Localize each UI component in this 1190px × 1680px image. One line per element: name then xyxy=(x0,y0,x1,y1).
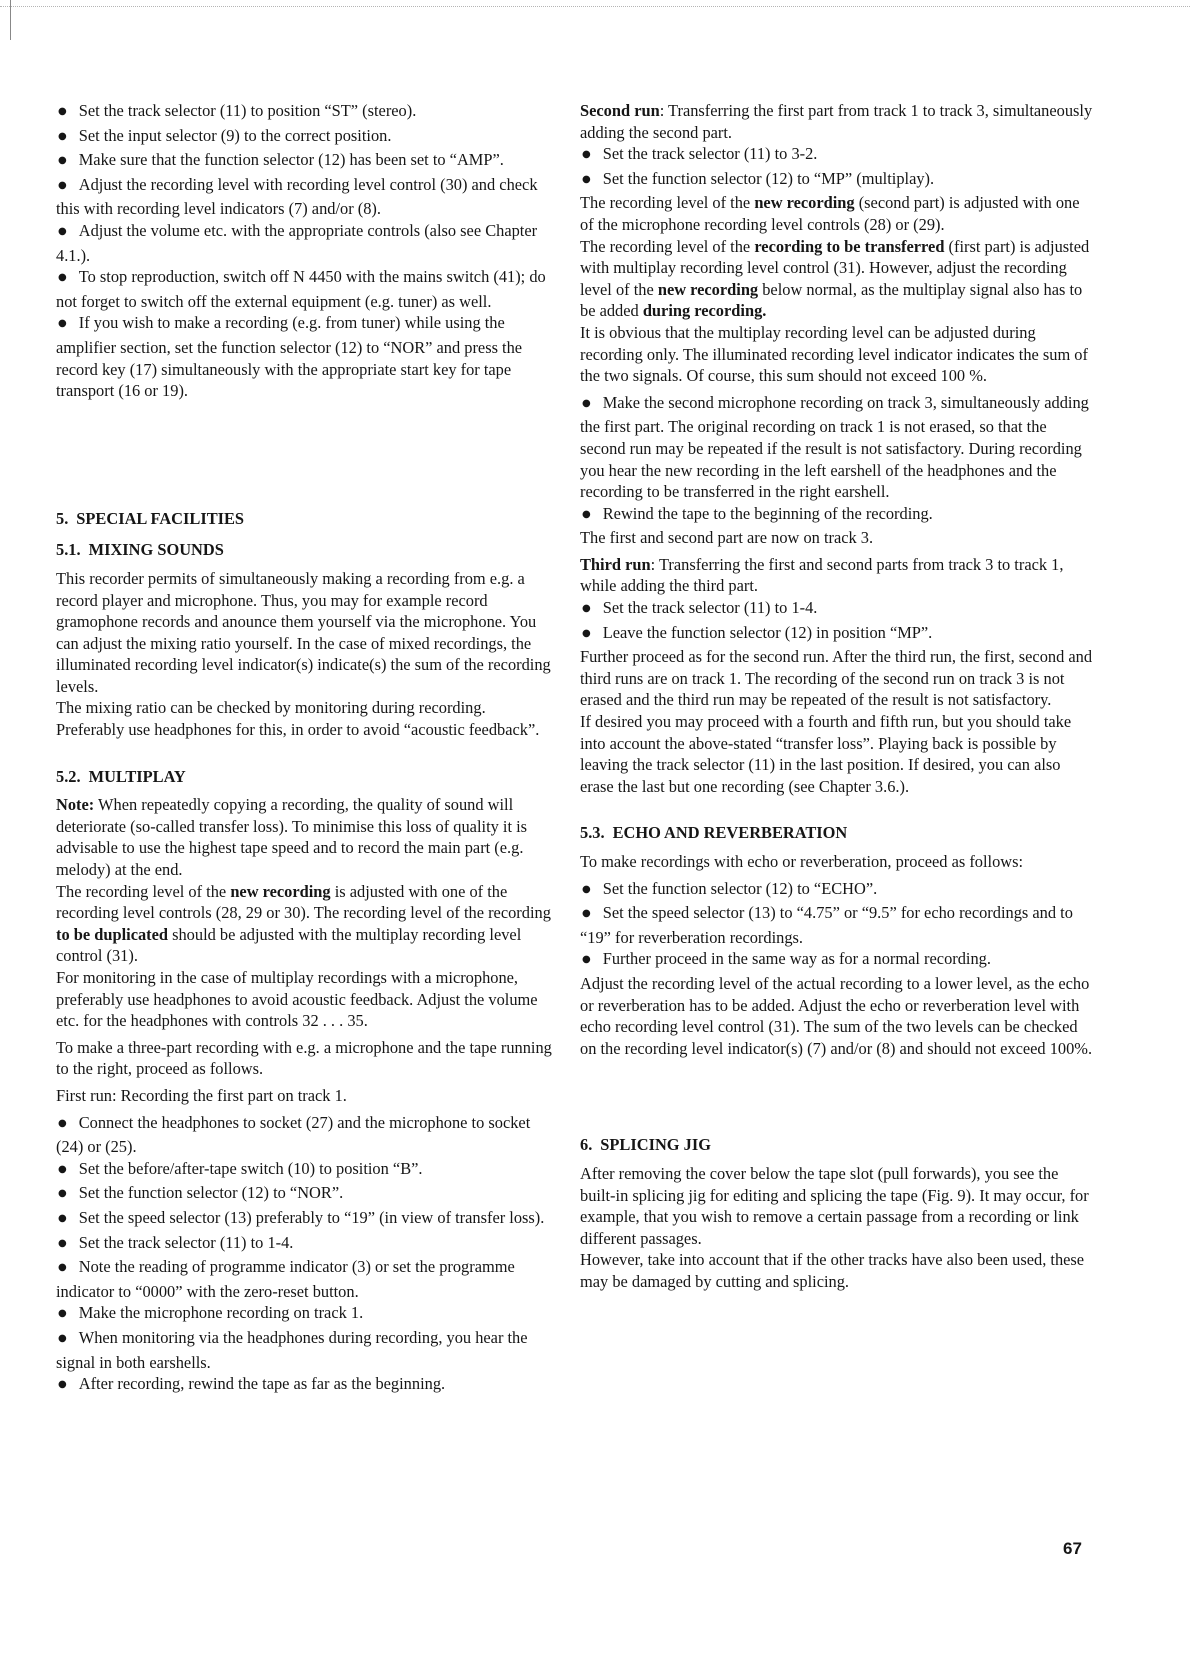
list-item: ● To stop reproduction, switch off N 4450 with the mains switch (41); do not forget to switch off the external equipment (e.g. tuner) as well. xyxy=(56,266,558,312)
list-item: ● Set the track selector (11) to 1-4. xyxy=(56,1232,558,1257)
list-item: ● Set the track selector (11) to 1-4. xyxy=(580,597,1096,622)
list-item: ● Set the track selector (11) to position “ST” (stereo). xyxy=(56,100,558,125)
first-run-bullet-list xyxy=(56,1112,558,1398)
section-heading-5-1: 5.1. MIXING SOUNDS xyxy=(56,540,224,560)
list-item: ● Leave the function selector (12) in position “MP”. xyxy=(580,622,1096,647)
echo-bullet-list xyxy=(580,878,1096,973)
list-item: ● Set the function selector (12) to “ECHO”. xyxy=(580,878,1096,903)
scan-edge-line xyxy=(0,6,1190,8)
multiplay-paragraph-4: To make a three-part recording with e.g. a microphone and the tape running to the right, proceed as follows. xyxy=(56,1037,552,1079)
intro-bullet-list xyxy=(56,100,558,402)
second-run-bullet-list-2 xyxy=(580,392,1096,528)
level-paragraph-2: The recording level of the recording to be transferred (first part) is adjusted with multiplay recording level control (31). However, adjust the recording level of the new recording below normal, as the multiplay signal also has to be added during recording. xyxy=(580,236,1090,321)
list-item: ● Adjust the volume etc. with the appropriate controls (also see Chapter 4.1.). xyxy=(56,220,558,266)
echo-paragraph-2: Adjust the recording level of the actual recording to a lower level, as the echo or reverberation has to be added. Adjust the echo or reverberation level with echo recording level control (31). The sum of the two levels can be checked on the recording level indicator(s) (7) and/or (8) and should not exceed 100%. xyxy=(580,973,1093,1058)
scan-edge-mark xyxy=(10,0,11,40)
list-item: ● Set the function selector (12) to “NOR”. xyxy=(56,1182,558,1207)
obvious-paragraph: It is obvious that the multiplay recording level can be adjusted during recording only. The illuminated recording level indicator indicates the sum of the two signals. Of course, this sum should not exceed 100 %. xyxy=(580,322,1088,386)
list-item: ● When monitoring via the headphones during recording, you hear the signal in both earshells. xyxy=(56,1327,558,1373)
left-column xyxy=(56,100,558,1398)
third-run-intro: Third run: Transferring the first and second parts from track 3 to track 1, while adding the third part. xyxy=(580,554,1064,596)
right-column xyxy=(580,100,1096,1298)
mixing-paragraph-1: This recorder permits of simultaneously making a recording from e.g. a record player and microphone. Thus, you may for example record gramophone records and anounce them yourself via the microphone. You can adjust the mixing ratio yourself. In the case of mixed recordings, the illuminated recording level indicator(s) indicate(s) the sum of the recording levels. xyxy=(56,568,551,696)
list-item: ● Connect the headphones to socket (27) and the microphone to socket (24) or (25). xyxy=(56,1112,558,1158)
multiplay-note: Note: When repeatedly copying a recording, the quality of sound will deteriorate (so-called transfer loss). To minimise this loss of quality it is advisable to use the highest tape speed and to record the main part (e.g. melody) at the end. xyxy=(56,795,528,880)
list-item: ● Further proceed in the same way as for a normal recording. xyxy=(580,948,1096,973)
list-item: ● Set the track selector (11) to 3-2. xyxy=(580,143,1096,168)
splicing-paragraph-2: However, take into account that if the other tracks have also been used, these may be damaged by cutting and splicing. xyxy=(580,1250,1085,1291)
list-item: ● Set the speed selector (13) preferably to “19” (in view of transfer loss). xyxy=(56,1207,558,1232)
mixing-paragraph-2: The mixing ratio can be checked by monitoring during recording. Preferably use headphones for this, in order to avoid “acoustic feedback”. xyxy=(56,698,540,740)
list-item: ● Rewind the tape to the beginning of the recording. xyxy=(580,503,1096,528)
list-item: ● Set the speed selector (13) to “4.75” or “9.5” for echo recordings and to “19” for reverberation recordings. xyxy=(580,902,1096,948)
page-number: 67 xyxy=(1063,1539,1082,1558)
now-paragraph: The first and second part are now on track 3. xyxy=(580,528,874,548)
further-paragraph: Further proceed as for the second run. After the third run, the first, second and third runs are on track 1. The recording of the second run on track 3 is not erased and the third run may be repeated of the result is not satisfactory. xyxy=(580,647,1093,710)
multiplay-paragraph-3: For monitoring in the case of multiplay recordings with a microphone, preferably use headphones to avoid acoustic feedback. Adjust the volume etc. for the headphones with controls 32 . . . 35. xyxy=(56,968,538,1031)
list-item: ● If you wish to make a recording (e.g. from tuner) while using the amplifier section, set the function selector (12) to “NOR” and press the record key (17) simultaneously with the appropriate start key for tape transport (16 or 19). xyxy=(56,312,558,401)
list-item: ● After recording, rewind the tape as far as the beginning. xyxy=(56,1373,558,1398)
desired-paragraph: If desired you may proceed with a fourth and fifth run, but you should take into account the above-stated “transfer loss”. Playing back is possible by leaving the track selector (11) in the last position. If desired, you can also erase the last but one recording (see Chapter 3.6.). xyxy=(580,712,1072,796)
list-item: ● Adjust the recording level with recording level control (30) and check this with recording level indicators (7) and/or (8). xyxy=(56,174,558,220)
list-item: ● Make the second microphone recording on track 3, simultaneously adding the first part. The original recording on track 1 is not erased, so that the second run may be repeated if the result is not satisfactory. During recording you hear the new recording in the left earshell of the headphones and the recording to be transferred in the right earshell. xyxy=(580,392,1096,503)
first-run-intro: First run: Recording the first part on track 1. xyxy=(56,1085,347,1105)
list-item: ● Set the function selector (12) to “MP” (multiplay). xyxy=(580,168,1096,193)
list-item: ● Set the input selector (9) to the correct position. xyxy=(56,125,558,150)
second-run-intro: Second run: Transferring the first part from track 1 to track 3, simultaneously adding the second part. xyxy=(580,101,1093,142)
level-paragraph-1: The recording level of the new recording (second part) is adjusted with one of the microphone recording level controls (28) or (29). xyxy=(580,193,1080,234)
third-run-bullet-list xyxy=(580,597,1096,646)
multiplay-paragraph-2: The recording level of the new recording is adjusted with one of the recording level controls (28, 29 or 30). The recording level of the recording to be duplicated should be adjusted with the multiplay recording level control (31). xyxy=(56,881,551,966)
list-item: ● Make the microphone recording on track 1. xyxy=(56,1302,558,1327)
section-heading-5-3: 5.3. ECHO AND REVERBERATION xyxy=(580,823,848,843)
section-heading-5-2: 5.2. MULTIPLAY xyxy=(56,766,186,786)
section-heading-6: 6. SPLICING JIG xyxy=(580,1135,711,1155)
list-item: ● Make sure that the function selector (12) has been set to “AMP”. xyxy=(56,149,558,174)
echo-paragraph-1: To make recordings with echo or reverberation, proceed as follows: xyxy=(580,852,1024,871)
section-heading-5: 5. SPECIAL FACILITIES xyxy=(56,508,245,528)
splicing-paragraph-1: After removing the cover below the tape slot (pull forwards), you see the built-in splicing jig for editing and splicing the tape (Fig. 9). It may occur, for example, that you wish to remove a certain passage from a recording or link different passages. xyxy=(580,1163,1089,1248)
list-item: ● Set the before/after-tape switch (10) to position “B”. xyxy=(56,1158,558,1183)
list-item: ● Note the reading of programme indicator (3) or set the programme indicator to “0000” with the zero-reset button. xyxy=(56,1256,558,1302)
second-run-bullet-list xyxy=(580,143,1096,192)
